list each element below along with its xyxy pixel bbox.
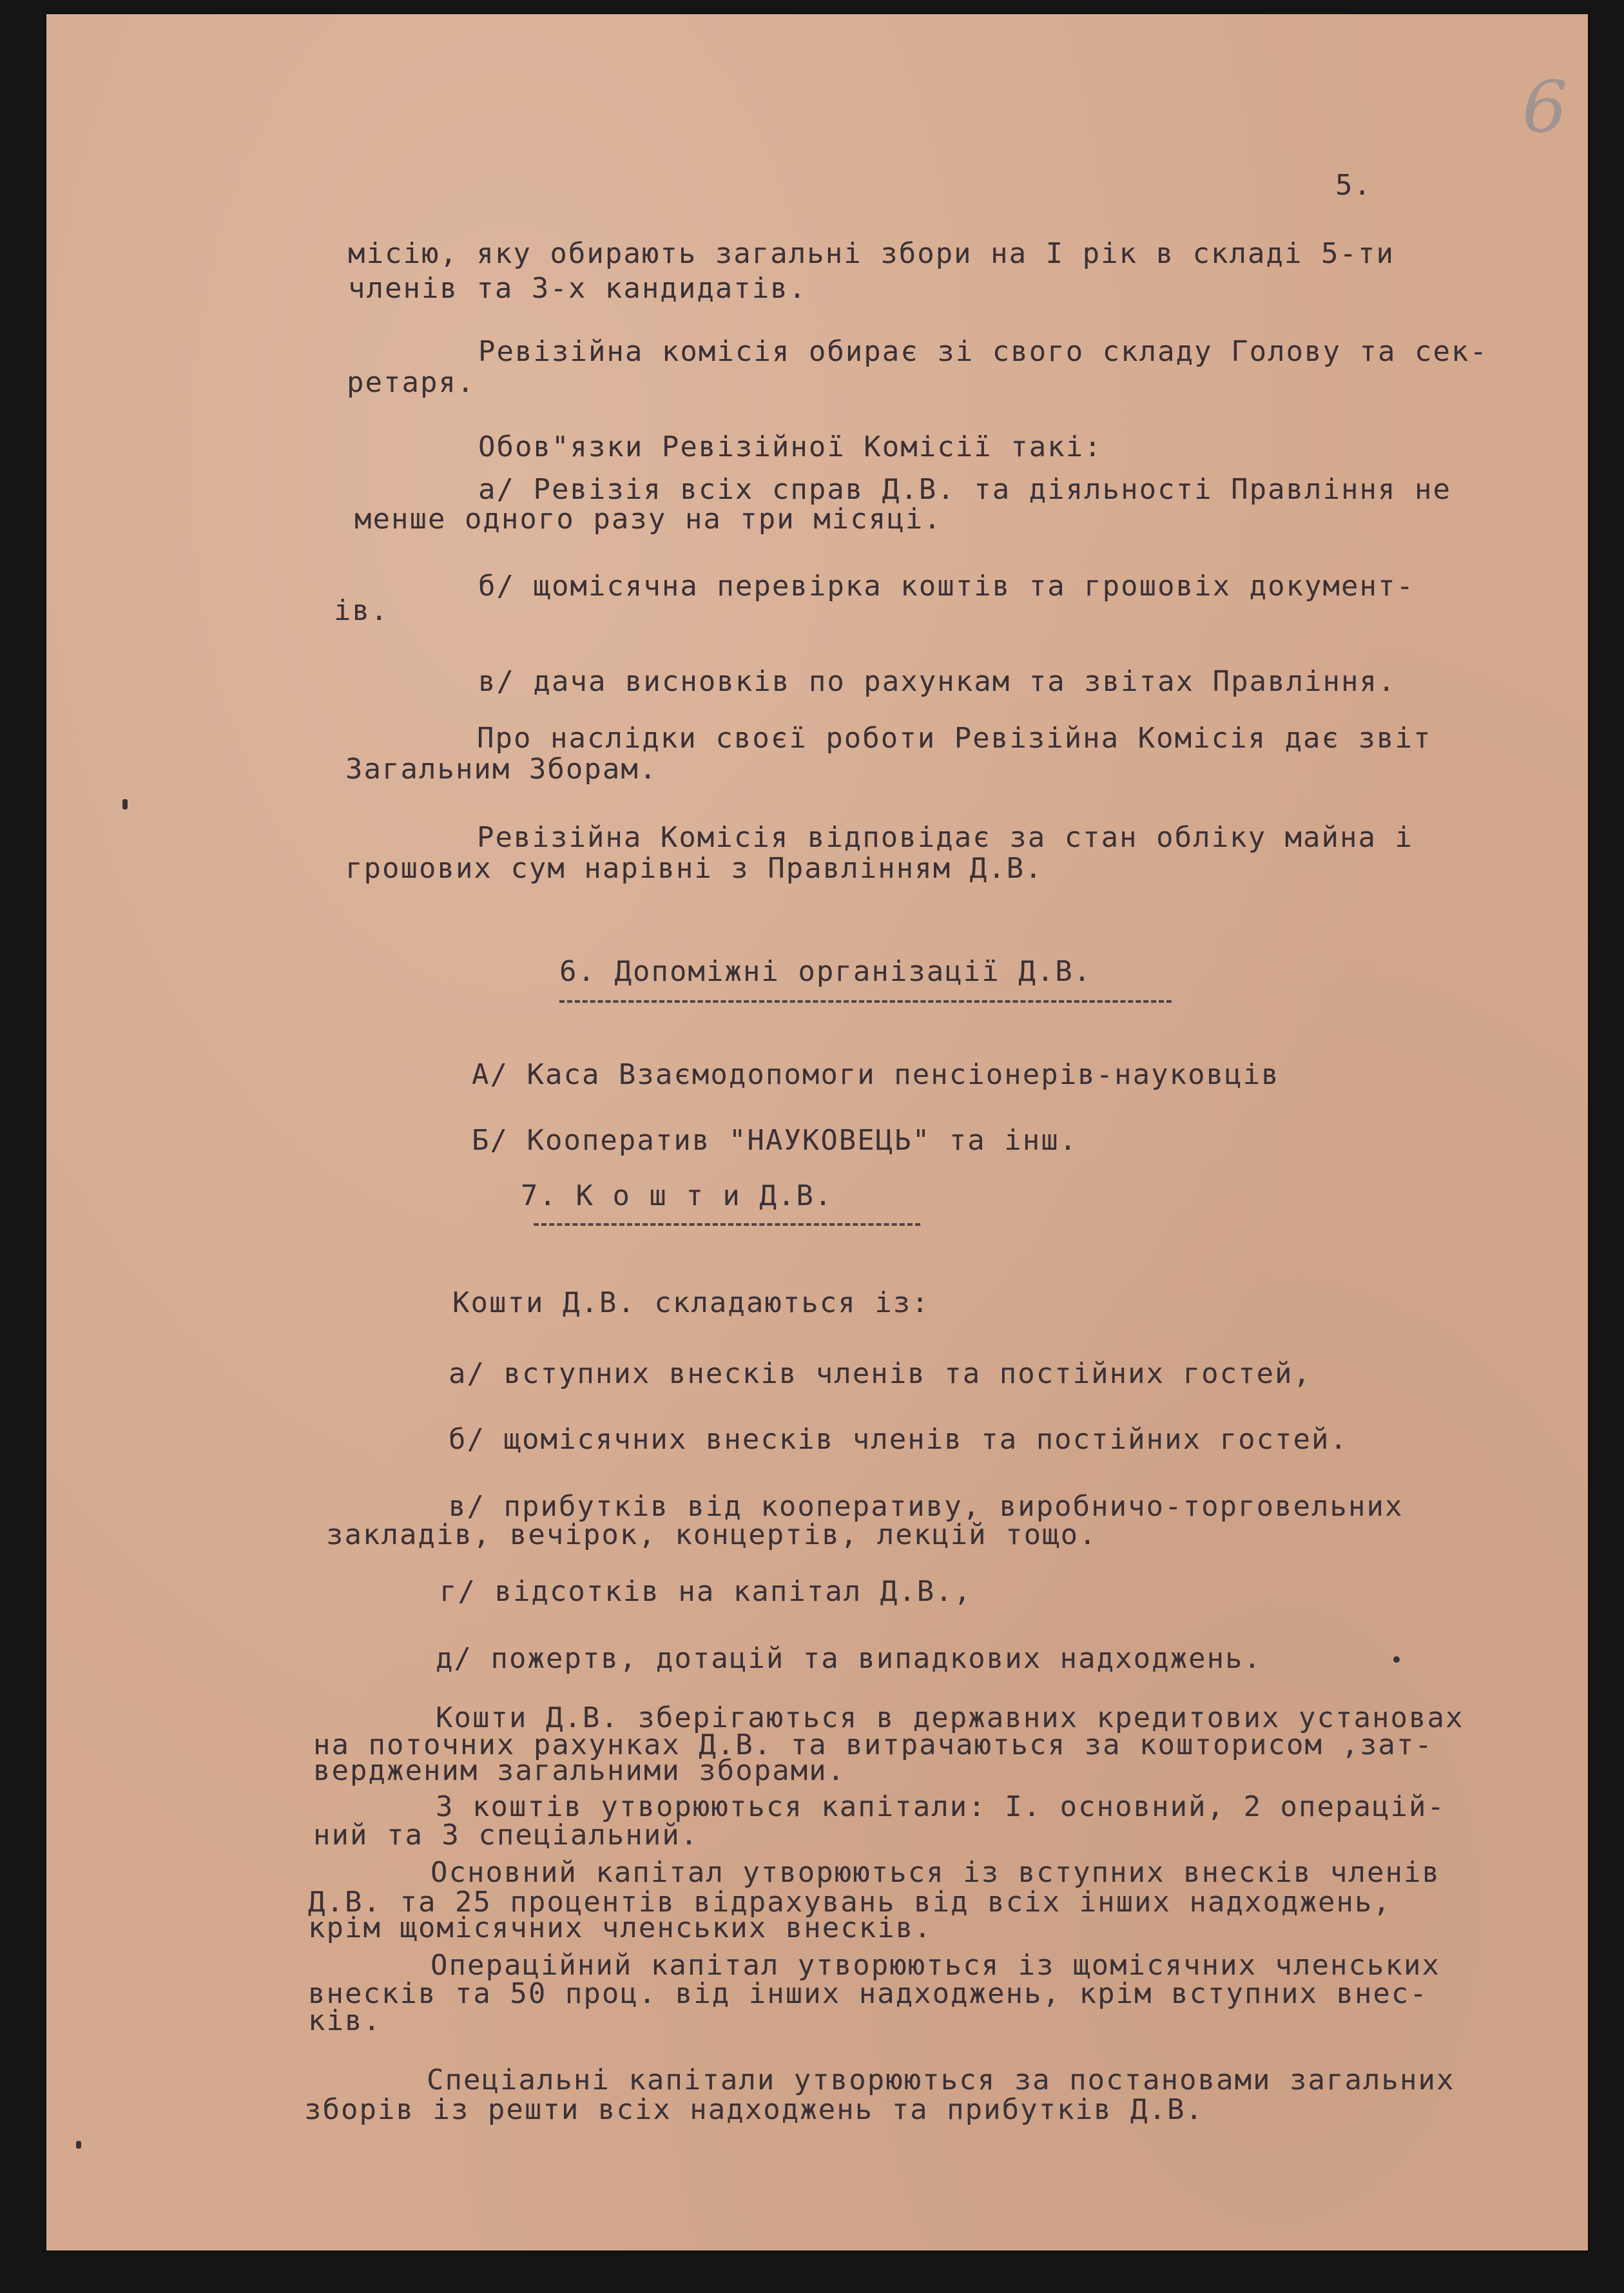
- text-line: Д.В. та 25 процентів відрахувань від всіх інших надходжень,: [308, 1886, 1391, 1919]
- heading-underline: [559, 1000, 1172, 1003]
- text-line: Спеціальні капітали утворюються за постановами загальних: [427, 2064, 1455, 2096]
- text-line: в/ дача висновків по рахункам та звітах Правління.: [478, 665, 1397, 698]
- text-line: А/ Каса Взаємодопомоги пенсіонерів-науковців: [472, 1058, 1280, 1091]
- text-line: зборів із решти всіх надходжень та прибутків Д.В.: [304, 2093, 1204, 2126]
- ink-dot: [76, 2141, 81, 2149]
- section-6-heading: 6. Допоміжні організації Д.В.: [559, 955, 1092, 988]
- ink-dot: [122, 799, 128, 809]
- text-line: З коштів утворюються капітали: І. основний, 2 операцій-: [436, 1790, 1445, 1823]
- text-line: Про наслідки своєї роботи Ревізійна Комісія дає звіт: [477, 722, 1432, 755]
- text-line: Ревізійна Комісія відповідає за стан обліку майна і: [477, 821, 1414, 854]
- text-line: закладів, вечірок, концертів, лекцій тощо.: [326, 1518, 1097, 1551]
- heading-underline: [534, 1223, 920, 1226]
- text-line: Операційний капітал утворюються із щомісячних членських: [430, 1949, 1440, 1982]
- text-line: ків.: [308, 2004, 382, 2037]
- text-line: Б/ Кооператив "НАУКОВЕЦЬ" та інш.: [472, 1124, 1078, 1157]
- text-line: Ревізійна комісія обирає зі свого складу Голову та сек-: [478, 335, 1488, 368]
- text-line: Кошти Д.В. зберігаються в державних кредитових установах: [436, 1701, 1464, 1734]
- text-line: г/ відсотків на капітал Д.В.,: [440, 1575, 972, 1608]
- text-line: Загальним Зборам.: [345, 753, 658, 786]
- text-line: б/ щомісячна перевірка коштів та грошовіх документ-: [478, 570, 1415, 603]
- text-line: Кошти Д.В. складаються із:: [452, 1286, 930, 1319]
- text-line: ів.: [334, 594, 389, 627]
- text-line: а/ Ревізія всіх справ Д.В. та діяльності Правління не: [478, 473, 1451, 506]
- text-line: Основний капітал утворюються із вступних внесків членів: [430, 1856, 1440, 1889]
- section-7-heading: 7. К о ш т и Д.В.: [521, 1179, 833, 1212]
- text-line: членів та 3-х кандидатів.: [348, 272, 807, 305]
- text-line: менше одного разу на три місяці.: [354, 503, 942, 536]
- section-heading: Обов"язки Ревізійної Комісії такі:: [478, 431, 1103, 463]
- text-line: ний та 3 спеціальний.: [313, 1819, 699, 1852]
- document-page: [46, 14, 1588, 2250]
- text-line: вердженим загальними зборами.: [313, 1754, 846, 1787]
- text-line: місію, яку обирають загальні збори на І рік в складі 5-ти: [348, 237, 1395, 270]
- page-number: 5.: [1335, 169, 1372, 202]
- text-line: ретаря.: [347, 366, 476, 399]
- text-line: а/ вступних внесків членів та постійних гостей,: [449, 1357, 1312, 1390]
- text-line: грошових сум нарівні з Правлінням Д.В.: [345, 852, 1043, 885]
- text-line: на поточних рахунках Д.В. та витрачаються за кошторисом ,зат-: [313, 1728, 1433, 1761]
- text-line: в/ прибутків від кооперативу, виробничо-торговельних: [449, 1490, 1404, 1523]
- text-line: крім щомісячних членських внесків.: [308, 1911, 933, 1944]
- text-line: д/ пожертв, дотацій та випадкових надходжень.: [436, 1642, 1262, 1675]
- text-line: внесків та 50 проц. від інших надходжень, крім вступних внес-: [308, 1977, 1428, 2010]
- pencil-folio-number: 6: [1522, 66, 1567, 148]
- ink-dot: [1393, 1656, 1400, 1663]
- text-line: б/ щомісячних внесків членів та постійних гостей.: [449, 1423, 1349, 1456]
